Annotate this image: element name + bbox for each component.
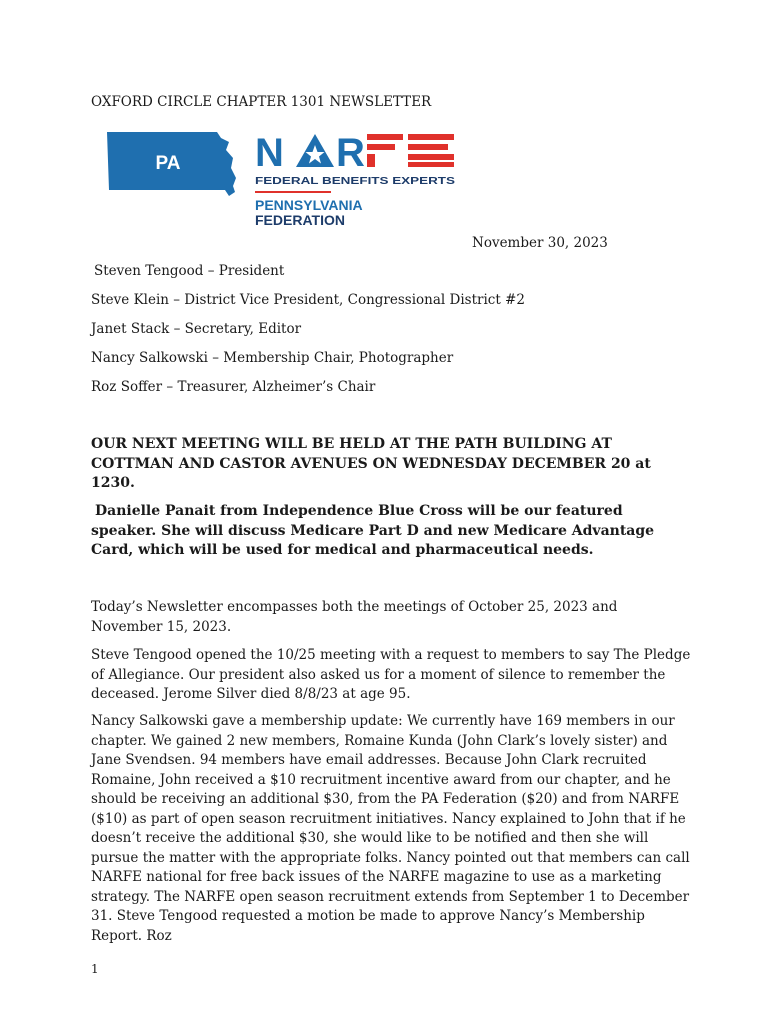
page-number: 1 <box>91 962 99 976</box>
officer-line: Steven Tengood – President <box>94 263 285 279</box>
narfe-n: N <box>255 131 284 175</box>
flag-stripe-e1 <box>408 134 454 140</box>
officer-line: Nancy Salkowski – Membership Chair, Photographer <box>91 350 454 366</box>
narfe-r: R <box>336 131 365 175</box>
officer-line: Steve Klein – District Vice President, Congressional District #2 <box>91 292 525 308</box>
body-paragraph: Nancy Salkowski gave a membership update: We currently have 169 members in our chapter. We gained 2 new members, Romaine Kunda (John Clark’s lovely sister) and Jane Svendsen. 94 members have email addresses. Because John Clark recruited Romaine, John received a $10 recruitment incentive award from our chapter, and he should be receiving an additional $30, from the PA Federation ($20) and from NARFE ($10) as part of open season recruitment initiatives. Nancy explained to John that if he doesn’t receive the additional $30, she would like to be notified and then she will pursue the matter with the appropriate folks. Nancy pointed out that members can call NARFE national for free back issues of the NARFE magazine to use as a marketing strategy. The NARFE open season recruitment extends from September 1 to December 31. Steve Tengood requested a motion be made to approve Nancy’s Membership Report. Roz <box>91 713 690 944</box>
body-paragraph: Today’s Newsletter encompasses both the meetings of October 25, 2023 and November 15, 2023. <box>91 599 618 635</box>
state-label: PA <box>155 153 181 174</box>
narfe-pa-logo <box>105 128 460 228</box>
officer-line: Janet Stack – Secretary, Editor <box>91 321 302 337</box>
newsletter-header: OXFORD CIRCLE CHAPTER 1301 NEWSLETTER <box>91 94 432 110</box>
logo-federation-line2: FEDERATION <box>255 212 345 228</box>
officer-line: Roz Soffer – Treasurer, Alzheimer’s Chair <box>91 379 376 395</box>
flag-stripe-1 <box>367 134 403 140</box>
newsletter-date: November 30, 2023 <box>472 235 608 251</box>
officers-list <box>91 263 525 408</box>
logo-tagline: FEDERAL BENEFITS EXPERTS <box>255 175 455 187</box>
speaker-announcement: Danielle Panait from Independence Blue Cross will be our featured speaker. She will discuss Medicare Part D and new Medicare Advantage Card, which will be used for medical and pharmaceutical needs. <box>91 503 655 558</box>
body-paragraph: Steve Tengood opened the 10/25 meeting with a request to members to say The Pledge of Allegiance. Our president also asked us for a moment of silence to remember the deceased. Jerome Silver died 8/8/23 at age 95. <box>91 647 691 702</box>
logo-federation-line1: PENNSYLVANIA <box>255 197 363 213</box>
meeting-announcement: OUR NEXT MEETING WILL BE HELD AT THE PATH BUILDING AT COTTMAN AND CASTOR AVENUES ON WEDNESDAY DECEMBER 20 at 1230. <box>91 436 651 491</box>
